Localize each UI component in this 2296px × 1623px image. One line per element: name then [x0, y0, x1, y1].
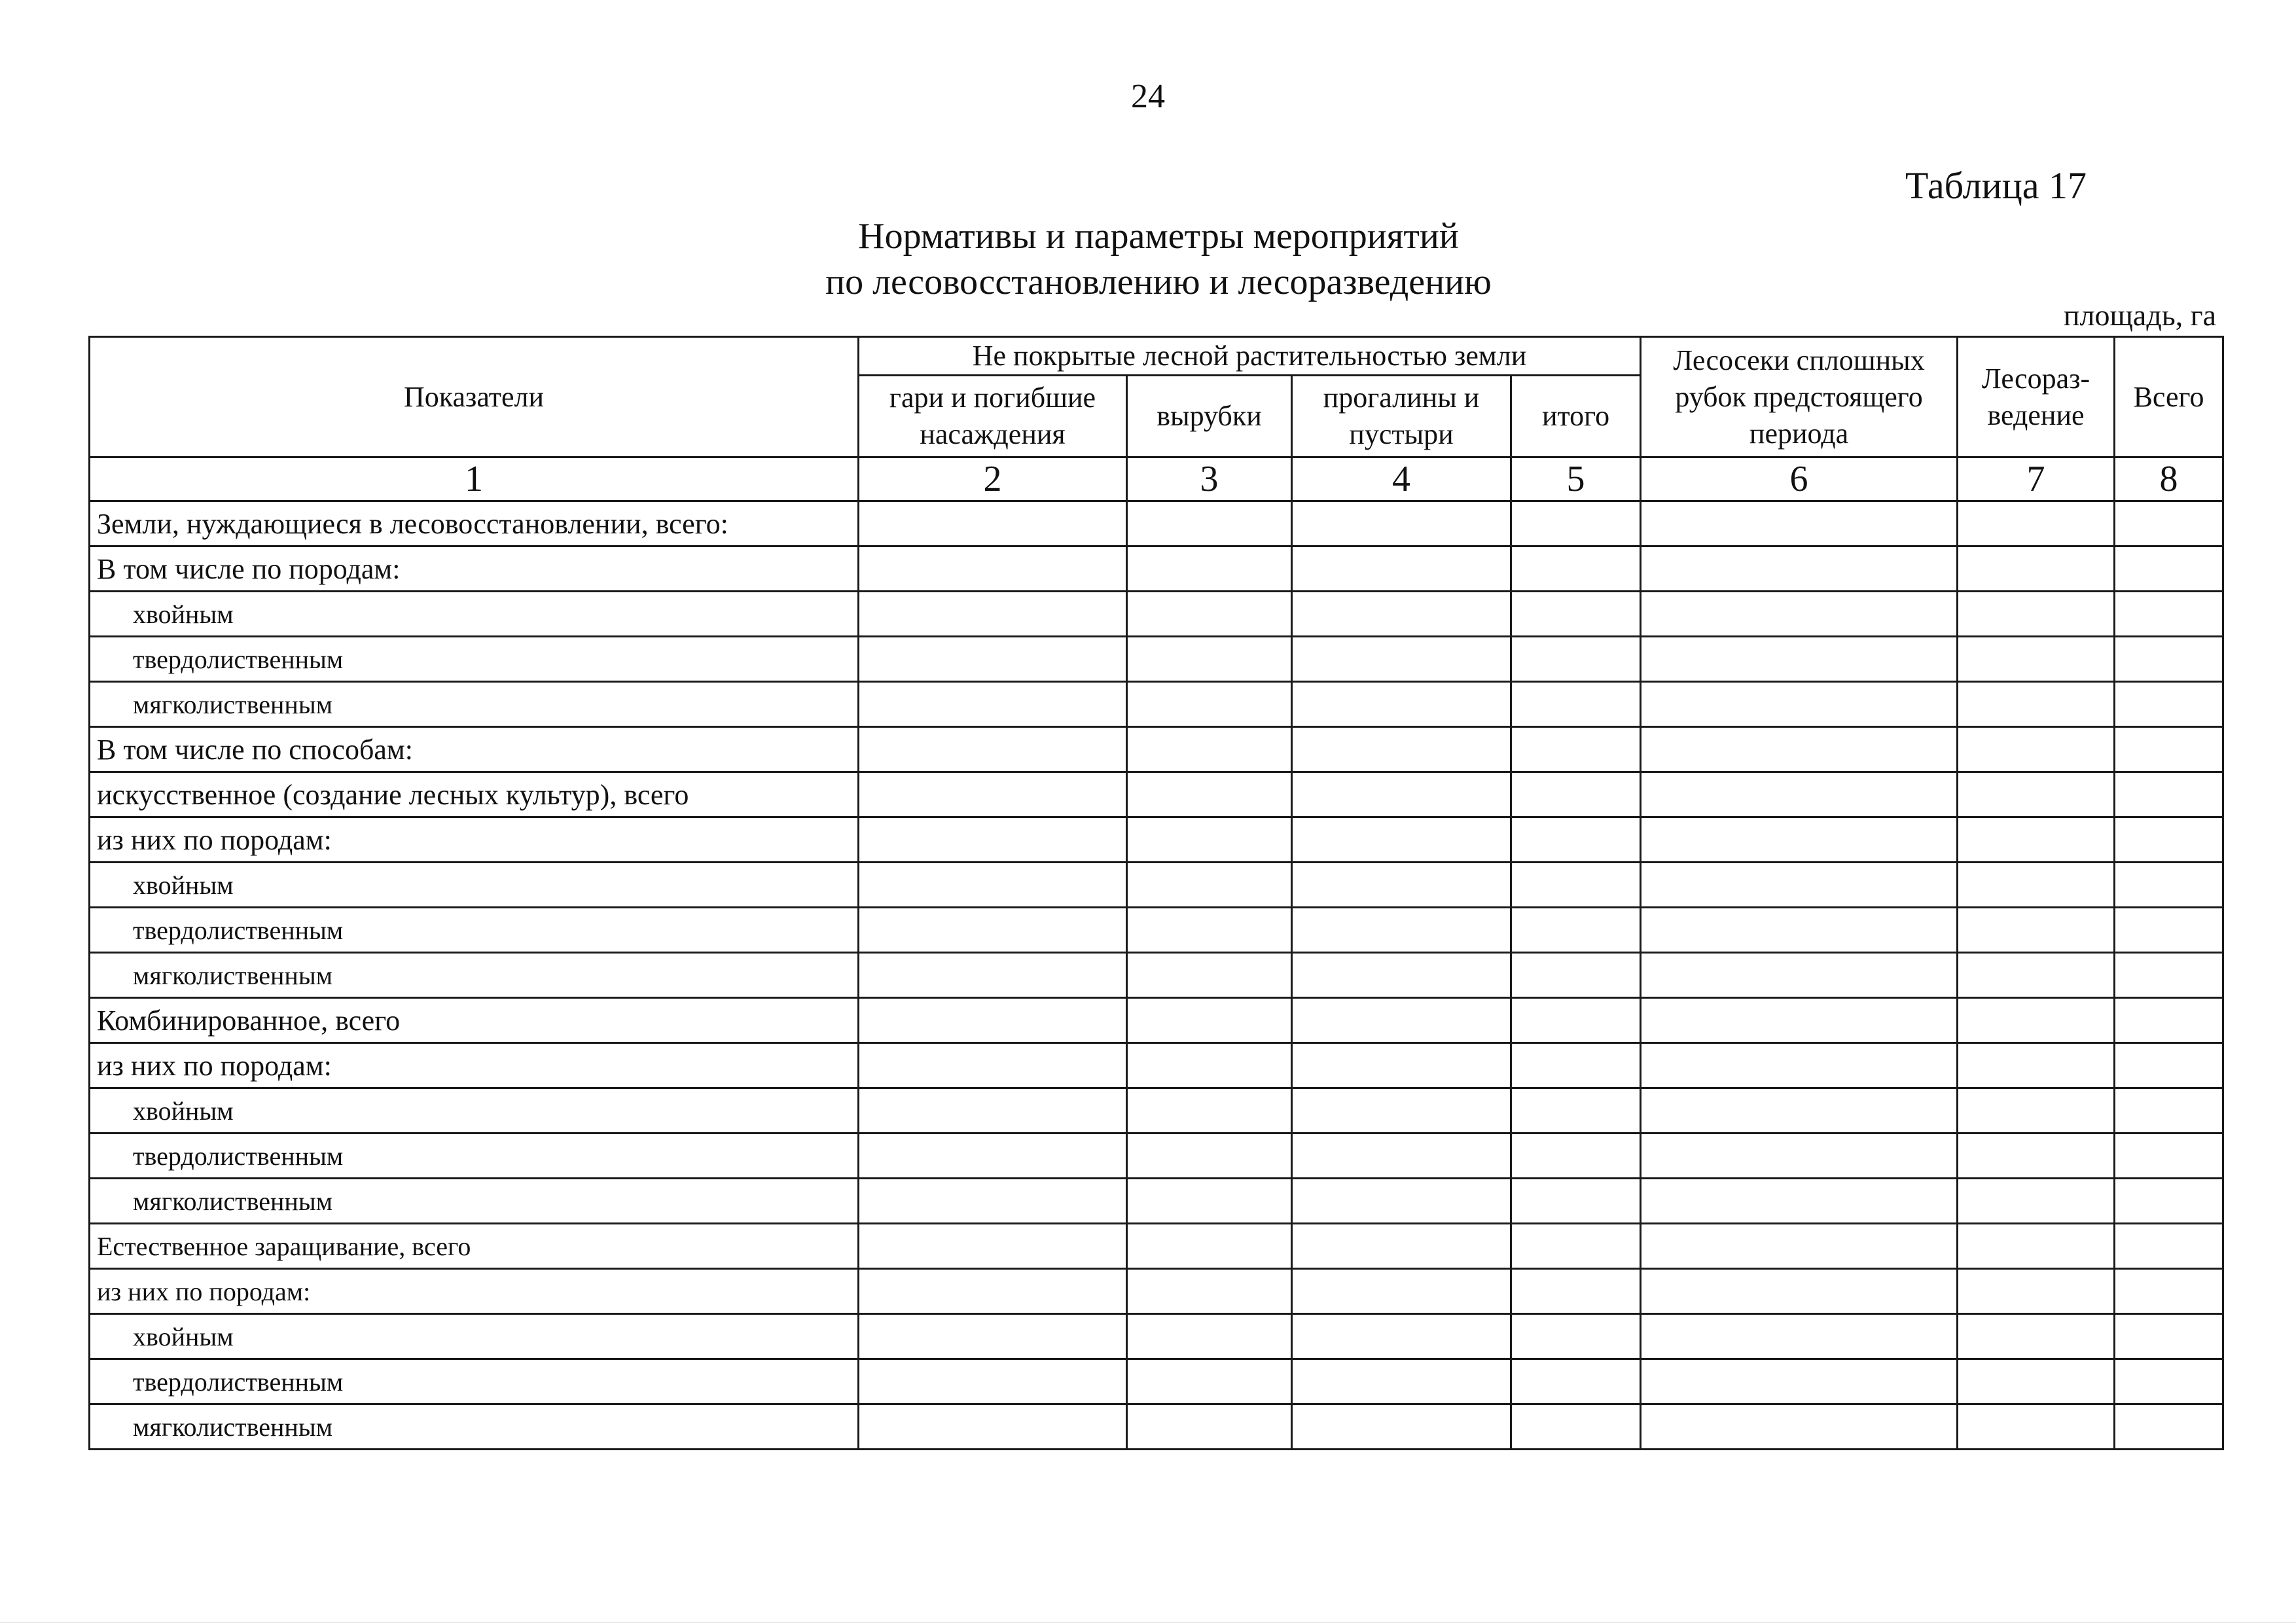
empty-cell[interactable] [1958, 817, 2115, 863]
page-number: 24 [1131, 78, 1165, 115]
table-row [90, 1043, 2223, 1088]
empty-cell[interactable] [1641, 817, 1958, 863]
empty-cell[interactable] [1511, 1269, 1641, 1314]
empty-cell[interactable] [1292, 637, 1511, 682]
empty-cell[interactable] [1292, 546, 1511, 592]
row-label: мягколиственным [90, 682, 859, 727]
empty-cell[interactable] [1127, 1269, 1292, 1314]
empty-cell[interactable] [2115, 908, 2223, 953]
empty-cell[interactable] [859, 546, 1127, 592]
empty-cell[interactable] [1641, 772, 1958, 817]
empty-cell[interactable] [1958, 1179, 2115, 1224]
empty-cell[interactable] [1511, 863, 1641, 908]
empty-cell[interactable] [2115, 1269, 2223, 1314]
empty-cell[interactable] [1641, 998, 1958, 1043]
empty-cell[interactable] [1958, 1133, 2115, 1179]
table-row [90, 1269, 2223, 1314]
empty-cell[interactable] [2115, 1404, 2223, 1450]
empty-cell[interactable] [1511, 682, 1641, 727]
empty-cell[interactable] [1292, 1043, 1511, 1088]
empty-cell[interactable] [1127, 1043, 1292, 1088]
empty-cell[interactable] [859, 682, 1127, 727]
column-number: 2 [859, 457, 1127, 501]
table-label: Таблица 17 [1905, 164, 2087, 207]
empty-cell[interactable] [1511, 1224, 1641, 1269]
empty-cell[interactable] [2115, 1088, 2223, 1133]
column-number: 6 [1641, 457, 1958, 501]
empty-cell[interactable] [2115, 953, 2223, 998]
empty-cell[interactable] [1958, 1314, 2115, 1359]
empty-cell[interactable] [859, 953, 1127, 998]
table-row [90, 1404, 2223, 1450]
empty-cell[interactable] [1958, 637, 2115, 682]
empty-cell[interactable] [1958, 772, 2115, 817]
empty-cell[interactable] [1127, 998, 1292, 1043]
empty-cell[interactable] [1641, 682, 1958, 727]
empty-cell[interactable] [859, 863, 1127, 908]
empty-cell[interactable] [2115, 772, 2223, 817]
empty-cell[interactable] [859, 1088, 1127, 1133]
document-title [0, 213, 2296, 305]
empty-cell[interactable] [1641, 1314, 1958, 1359]
empty-cell[interactable] [1958, 1224, 2115, 1269]
empty-cell[interactable] [1127, 772, 1292, 817]
empty-cell[interactable] [1292, 998, 1511, 1043]
header-afforestation: Лесораз-ведение [1958, 337, 2115, 457]
empty-cell[interactable] [1641, 1043, 1958, 1088]
table-row [90, 772, 2223, 817]
table-row [90, 637, 2223, 682]
empty-cell[interactable] [859, 637, 1127, 682]
row-label: твердолиственным [90, 1133, 859, 1179]
header-total: Всего [2115, 337, 2223, 457]
empty-cell[interactable] [859, 501, 1127, 546]
column-number: 5 [1511, 457, 1641, 501]
empty-cell[interactable] [859, 998, 1127, 1043]
empty-cell[interactable] [1511, 1088, 1641, 1133]
empty-cell[interactable] [1641, 592, 1958, 637]
empty-cell[interactable] [1292, 1224, 1511, 1269]
empty-cell[interactable] [2115, 1043, 2223, 1088]
column-number: 8 [2115, 457, 2223, 501]
empty-cell[interactable] [2115, 546, 2223, 592]
empty-cell[interactable] [1127, 592, 1292, 637]
empty-cell[interactable] [2115, 1359, 2223, 1404]
empty-cell[interactable] [2115, 817, 2223, 863]
empty-cell[interactable] [2115, 727, 2223, 772]
empty-cell[interactable] [859, 1043, 1127, 1088]
header-clearcut-plots: Лесосеки сплошных рубок предстоящего периода [1641, 337, 1958, 457]
column-number: 1 [90, 457, 859, 501]
table-row [90, 1088, 2223, 1133]
table-row [90, 1224, 2223, 1269]
column-number: 4 [1292, 457, 1511, 501]
empty-cell[interactable] [1641, 1224, 1958, 1269]
empty-cell[interactable] [2115, 637, 2223, 682]
empty-cell[interactable] [1511, 817, 1641, 863]
empty-cell[interactable] [859, 908, 1127, 953]
empty-cell[interactable] [1511, 1043, 1641, 1088]
empty-cell[interactable] [1127, 817, 1292, 863]
empty-cell[interactable] [1958, 863, 2115, 908]
row-label: мягколиственным [90, 1404, 859, 1450]
row-label: В том числе по породам: [90, 546, 859, 592]
empty-cell[interactable] [1292, 863, 1511, 908]
empty-cell[interactable] [2115, 1179, 2223, 1224]
table-row [90, 546, 2223, 592]
empty-cell[interactable] [1641, 908, 1958, 953]
empty-cell[interactable] [1511, 1133, 1641, 1179]
empty-cell[interactable] [1511, 1314, 1641, 1359]
table-row [90, 682, 2223, 727]
empty-cell[interactable] [1127, 1224, 1292, 1269]
empty-cell[interactable] [1292, 772, 1511, 817]
row-label: из них по породам: [90, 817, 859, 863]
empty-cell[interactable] [1127, 682, 1292, 727]
table-row [90, 863, 2223, 908]
empty-cell[interactable] [859, 1314, 1127, 1359]
empty-cell[interactable] [1641, 637, 1958, 682]
header-uncovered-lands: Не покрытые лесной растительностью земли [859, 337, 1641, 376]
unit-note: площадь, га [2063, 298, 2216, 332]
empty-cell[interactable] [1127, 501, 1292, 546]
table-row [90, 727, 2223, 772]
empty-cell[interactable] [2115, 1224, 2223, 1269]
row-label: твердолиственным [90, 637, 859, 682]
empty-cell[interactable] [1641, 1088, 1958, 1133]
empty-cell[interactable] [2115, 998, 2223, 1043]
empty-cell[interactable] [1127, 953, 1292, 998]
empty-cell[interactable] [1641, 1359, 1958, 1404]
empty-cell[interactable] [1511, 772, 1641, 817]
empty-cell[interactable] [1292, 1088, 1511, 1133]
empty-cell[interactable] [1958, 1088, 2115, 1133]
empty-cell[interactable] [1127, 637, 1292, 682]
empty-cell[interactable] [2115, 1314, 2223, 1359]
empty-cell[interactable] [1511, 1179, 1641, 1224]
empty-cell[interactable] [1127, 1314, 1292, 1359]
empty-cell[interactable] [1127, 546, 1292, 592]
header-subtotal: итого [1511, 376, 1641, 457]
row-label: твердолиственным [90, 908, 859, 953]
empty-cell[interactable] [1292, 501, 1511, 546]
empty-cell[interactable] [1292, 1269, 1511, 1314]
table-row [90, 998, 2223, 1043]
table-row [90, 953, 2223, 998]
row-label: твердолиственным [90, 1359, 859, 1404]
empty-cell[interactable] [2115, 1133, 2223, 1179]
empty-cell[interactable] [1511, 592, 1641, 637]
table-row [90, 592, 2223, 637]
empty-cell[interactable] [859, 1179, 1127, 1224]
row-label: хвойным [90, 1314, 859, 1359]
table-row [90, 817, 2223, 863]
empty-cell[interactable] [1127, 1088, 1292, 1133]
empty-cell[interactable] [1958, 546, 2115, 592]
empty-cell[interactable] [1641, 953, 1958, 998]
empty-cell[interactable] [1958, 727, 2115, 772]
empty-cell[interactable] [1958, 501, 2115, 546]
column-number: 3 [1127, 457, 1292, 501]
empty-cell[interactable] [1292, 817, 1511, 863]
table-row [90, 1133, 2223, 1179]
empty-cell[interactable] [1511, 637, 1641, 682]
empty-cell[interactable] [1958, 682, 2115, 727]
empty-cell[interactable] [1511, 727, 1641, 772]
row-label: В том числе по способам: [90, 727, 859, 772]
empty-cell[interactable] [1292, 727, 1511, 772]
empty-cell[interactable] [1641, 501, 1958, 546]
table-row [90, 1314, 2223, 1359]
row-label: хвойным [90, 592, 859, 637]
empty-cell[interactable] [1958, 1043, 2115, 1088]
empty-cell[interactable] [1292, 1133, 1511, 1179]
empty-cell[interactable] [1511, 953, 1641, 998]
empty-cell[interactable] [1292, 1404, 1511, 1450]
table-row [90, 908, 2223, 953]
empty-cell[interactable] [1641, 546, 1958, 592]
empty-cell[interactable] [1511, 546, 1641, 592]
empty-cell[interactable] [2115, 501, 2223, 546]
empty-cell[interactable] [2115, 682, 2223, 727]
column-number: 7 [1958, 457, 2115, 501]
column-number-row [90, 457, 2223, 501]
empty-cell[interactable] [2115, 592, 2223, 637]
empty-cell[interactable] [1127, 908, 1292, 953]
empty-cell[interactable] [1958, 1359, 2115, 1404]
title-line-1: Нормативы и параметры мероприятий [858, 216, 1459, 257]
empty-cell[interactable] [1958, 592, 2115, 637]
empty-cell[interactable] [1127, 1359, 1292, 1404]
table-row [90, 1179, 2223, 1224]
empty-cell[interactable] [2115, 863, 2223, 908]
empty-cell[interactable] [1511, 501, 1641, 546]
empty-cell[interactable] [1292, 1179, 1511, 1224]
empty-cell[interactable] [1292, 592, 1511, 637]
title-line-2: по лесовосстановлению и лесоразведению [825, 262, 1492, 302]
empty-cell[interactable] [1511, 1359, 1641, 1404]
row-label: хвойным [90, 863, 859, 908]
empty-cell[interactable] [1292, 1314, 1511, 1359]
empty-cell[interactable] [859, 1404, 1127, 1450]
empty-cell[interactable] [1641, 1404, 1958, 1450]
empty-cell[interactable] [1127, 863, 1292, 908]
row-label: Земли, нуждающиеся в лесовосстановлении, всего: [90, 501, 859, 546]
header-burnt-stands: гари и погибшие насаждения [859, 376, 1127, 457]
empty-cell[interactable] [1641, 1269, 1958, 1314]
header-cuttings: вырубки [1127, 376, 1292, 457]
empty-cell[interactable] [1511, 908, 1641, 953]
empty-cell[interactable] [859, 727, 1127, 772]
empty-cell[interactable] [859, 1224, 1127, 1269]
row-label: искусственное (создание лесных культур), всего [90, 772, 859, 817]
header-indicators: Показатели [90, 337, 859, 457]
empty-cell[interactable] [1292, 953, 1511, 998]
empty-cell[interactable] [859, 592, 1127, 637]
empty-cell[interactable] [1641, 1133, 1958, 1179]
empty-cell[interactable] [1641, 1179, 1958, 1224]
row-label: из них по породам: [90, 1043, 859, 1088]
header-glades: прогалины и пустыри [1292, 376, 1511, 457]
row-label: Естественное заращивание, всего [90, 1224, 859, 1269]
empty-cell[interactable] [1127, 1133, 1292, 1179]
empty-cell[interactable] [1958, 1404, 2115, 1450]
empty-cell[interactable] [859, 1269, 1127, 1314]
empty-cell[interactable] [859, 772, 1127, 817]
empty-cell[interactable] [1292, 1359, 1511, 1404]
empty-cell[interactable] [1641, 863, 1958, 908]
table-row [90, 501, 2223, 546]
empty-cell[interactable] [1958, 908, 2115, 953]
table-row [90, 1359, 2223, 1404]
empty-cell[interactable] [1958, 998, 2115, 1043]
row-label: Комбинированное, всего [90, 998, 859, 1043]
row-label: хвойным [90, 1088, 859, 1133]
empty-cell[interactable] [1511, 998, 1641, 1043]
norms-table [88, 336, 2224, 1450]
row-label: из них по породам: [90, 1269, 859, 1314]
empty-cell[interactable] [859, 1359, 1127, 1404]
empty-cell[interactable] [1958, 1269, 2115, 1314]
empty-cell[interactable] [1127, 727, 1292, 772]
empty-cell[interactable] [1127, 1404, 1292, 1450]
empty-cell[interactable] [859, 817, 1127, 863]
empty-cell[interactable] [1292, 682, 1511, 727]
empty-cell[interactable] [1958, 953, 2115, 998]
empty-cell[interactable] [1127, 1179, 1292, 1224]
row-label: мягколиственным [90, 1179, 859, 1224]
row-label: мягколиственным [90, 953, 859, 998]
empty-cell[interactable] [1641, 727, 1958, 772]
empty-cell[interactable] [1292, 908, 1511, 953]
empty-cell[interactable] [859, 1133, 1127, 1179]
empty-cell[interactable] [1511, 1404, 1641, 1450]
